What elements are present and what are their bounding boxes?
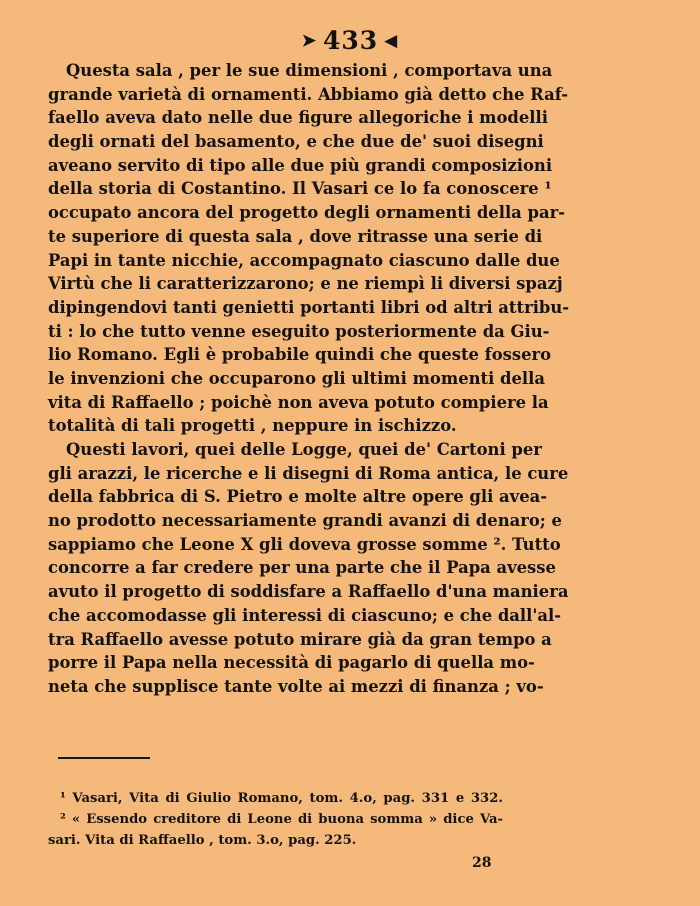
text-line: le invenzioni che occuparono gli ultimi momenti della	[48, 368, 546, 388]
text-line: della storia di Costantino. Il Vasari ce lo fa conoscere ¹	[48, 179, 552, 199]
footnote-divider	[58, 757, 150, 759]
text-line: tra Raffaello avesse potuto mirare già da gran tempo a	[48, 629, 552, 649]
footnote-line: ² « Essendo creditore di Leone di buona somma » dice Va-	[60, 812, 503, 827]
text-line: grande varietà di ornamenti. Abbiamo già detto che Raf-	[48, 84, 569, 104]
text-line: no prodotto necessariamente grandi avanzi di denaro; e	[48, 511, 562, 531]
page-header	[0, 26, 700, 55]
text-line: te superiore di questa sala , dove ritrasse una serie di	[48, 226, 543, 246]
text-line: gli arazzi, le ricerche e li disegni di Roma antica, le cure	[48, 463, 569, 483]
text-line: avuto il progetto di soddisfare a Raffaello d'una maniera	[48, 582, 569, 602]
text-line: ti : lo che tutto venne eseguito posteriormente da Giu-	[48, 321, 550, 341]
text-line: Papi in tante nicchie, accompagnato ciascuno dalle due	[48, 250, 560, 270]
text-line: vita di Raffaello ; poichè non aveva potuto compiere la	[48, 392, 549, 412]
text-line: Virtù che li caratterizzarono; e ne riempì li diversi spazj	[48, 274, 563, 294]
right-ornament-icon: ◀	[384, 31, 399, 51]
text-line: faello aveva dato nelle due figure allegoriche i modelli	[48, 108, 548, 128]
footnote-line: ¹ Vasari, Vita di Giulio Romano, tom. 4.o, pag. 331 e 332.	[60, 791, 503, 806]
left-ornament-icon: ➤	[301, 31, 317, 51]
text-line: concorre a far credere per una parte che il Papa avesse	[48, 558, 556, 578]
footnote-line: sari. Vita di Raffaello , tom. 3.o, pag. 225.	[48, 833, 357, 848]
text-line: totalità di tali progetti , neppure in ischizzo.	[48, 416, 457, 436]
text-line: Questi lavori, quei delle Logge, quei de' Cartoni per	[66, 440, 542, 459]
main-text	[48, 59, 570, 699]
text-line: della fabbrica di S. Pietro e molte altre opere gli avea-	[48, 487, 548, 507]
page-number: 433	[322, 26, 379, 55]
text-line: neta che supplisce tante volte ai mezzi di finanza ; vo-	[48, 676, 544, 696]
text-line: dipingendovi tanti genietti portanti libri od altri attribu-	[48, 297, 570, 317]
text-line: sappiamo che Leone X gli doveva grosse somme ². Tutto	[48, 534, 561, 554]
text-line: che accomodasse gli interessi di ciascuno; e che dall'al-	[48, 605, 562, 625]
text-line: degli ornati del basamento, e che due de' suoi disegni	[48, 132, 544, 152]
text-line: aveano servito di tipo alle due più grandi composizioni	[48, 155, 553, 175]
printer-signature: 28	[472, 855, 492, 871]
text-line: lio Romano. Egli è probabile quindi che queste fossero	[48, 345, 552, 365]
text-line: porre il Papa nella necessità di pagarlo di quella mo-	[48, 653, 535, 673]
footnotes	[48, 788, 503, 851]
text-line: occupato ancora del progetto degli ornamenti della par-	[48, 203, 566, 223]
text-line: Questa sala , per le sue dimensioni , comportava una	[66, 61, 553, 80]
